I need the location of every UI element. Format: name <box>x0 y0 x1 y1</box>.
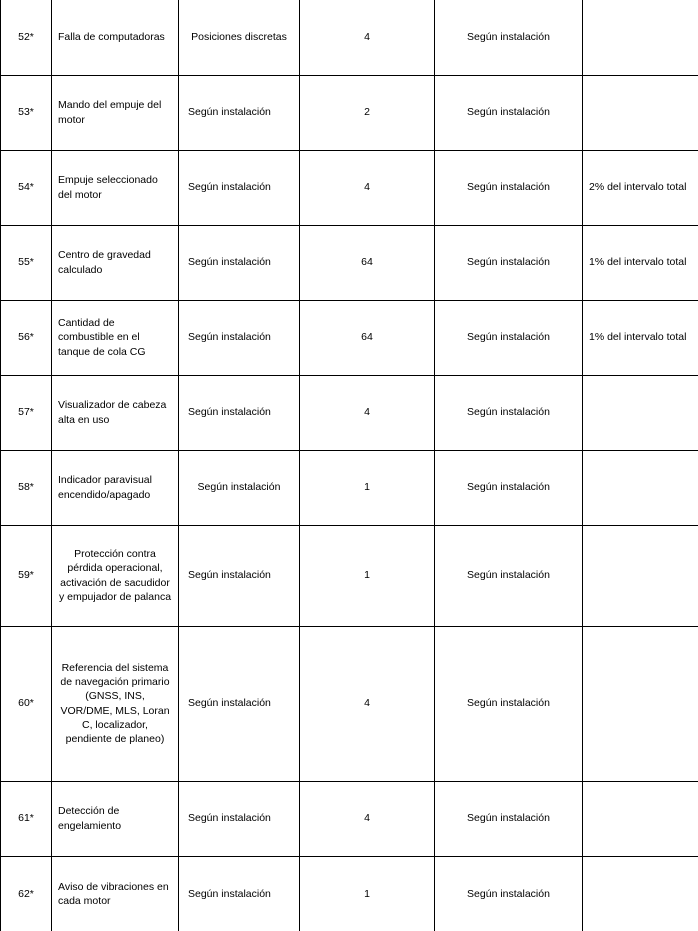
cell-parameter: Detección de engelamiento <box>52 781 179 856</box>
cell-recording-limits: Según instalación <box>435 225 583 300</box>
cell-range: Según instalación <box>179 856 300 931</box>
table-row <box>1 856 698 931</box>
cell-parameter: Cantidad de combustible en el tanque de cola CG <box>52 300 179 375</box>
cell-number: 55* <box>1 225 52 300</box>
cell-sampling-interval: 4 <box>300 150 435 225</box>
cell-parameter: Centro de gravedad calculado <box>52 225 179 300</box>
cell-range: Según instalación <box>179 300 300 375</box>
cell-parameter: Referencia del sistema de navegación primario (GNSS, INS, VOR/DME, MLS, Loran C, localizador, pendiente de planeo) <box>52 626 179 781</box>
cell-recording-limits: Según instalación <box>435 75 583 150</box>
cell-range: Según instalación <box>179 225 300 300</box>
cell-range: Según instalación <box>179 626 300 781</box>
table-row <box>1 781 698 856</box>
cell-number: 58* <box>1 450 52 525</box>
cell-range: Según instalación <box>179 375 300 450</box>
cell-number: 59* <box>1 525 52 626</box>
cell-recording-limits: Según instalación <box>435 856 583 931</box>
cell-sampling-interval: 1 <box>300 450 435 525</box>
table-row <box>1 300 698 375</box>
cell-recording-limits: Según instalación <box>435 626 583 781</box>
cell-recording-resolution <box>583 856 698 931</box>
cell-range: Según instalación <box>179 75 300 150</box>
table-row <box>1 0 698 75</box>
cell-recording-resolution <box>583 375 698 450</box>
cell-recording-resolution <box>583 75 698 150</box>
cell-parameter: Aviso de vibraciones en cada motor <box>52 856 179 931</box>
cell-range: Según instalación <box>179 781 300 856</box>
cell-recording-resolution <box>583 525 698 626</box>
cell-parameter: Mando del empuje del motor <box>52 75 179 150</box>
cell-recording-limits: Según instalación <box>435 375 583 450</box>
cell-range: Según instalación <box>179 150 300 225</box>
cell-recording-resolution <box>583 781 698 856</box>
cell-parameter: Visualizador de cabeza alta en uso <box>52 375 179 450</box>
cell-range: Posiciones discretas <box>179 0 300 75</box>
cell-sampling-interval: 64 <box>300 300 435 375</box>
cell-range: Según instalación <box>179 450 300 525</box>
cell-parameter: Protección contra pérdida operacional, activación de sacudidor y empujador de palanca <box>52 525 179 626</box>
cell-number: 52* <box>1 0 52 75</box>
cell-parameter: Indicador paravisual encendido/apagado <box>52 450 179 525</box>
cell-recording-resolution: 2% del intervalo total <box>583 150 698 225</box>
cell-number: 56* <box>1 300 52 375</box>
table-row <box>1 75 698 150</box>
cell-sampling-interval: 1 <box>300 856 435 931</box>
cell-recording-resolution: 1% del intervalo total <box>583 225 698 300</box>
cell-sampling-interval: 2 <box>300 75 435 150</box>
cell-range: Según instalación <box>179 525 300 626</box>
cell-recording-resolution: 1% del intervalo total <box>583 300 698 375</box>
table-row <box>1 626 698 781</box>
cell-recording-limits: Según instalación <box>435 0 583 75</box>
table-body <box>1 0 698 931</box>
cell-sampling-interval: 4 <box>300 375 435 450</box>
cell-number: 60* <box>1 626 52 781</box>
table-row <box>1 375 698 450</box>
cell-recording-limits: Según instalación <box>435 150 583 225</box>
cell-number: 57* <box>1 375 52 450</box>
table-row <box>1 450 698 525</box>
table-row <box>1 225 698 300</box>
cell-recording-resolution <box>583 0 698 75</box>
cell-sampling-interval: 4 <box>300 0 435 75</box>
cell-number: 61* <box>1 781 52 856</box>
cell-sampling-interval: 4 <box>300 626 435 781</box>
cell-recording-limits: Según instalación <box>435 300 583 375</box>
cell-recording-limits: Según instalación <box>435 781 583 856</box>
cell-recording-limits: Según instalación <box>435 450 583 525</box>
cell-sampling-interval: 4 <box>300 781 435 856</box>
cell-sampling-interval: 1 <box>300 525 435 626</box>
cell-recording-resolution <box>583 450 698 525</box>
cell-parameter: Empuje seleccionado del motor <box>52 150 179 225</box>
cell-parameter: Falla de computadoras <box>52 0 179 75</box>
cell-recording-limits: Según instalación <box>435 525 583 626</box>
cell-recording-resolution <box>583 626 698 781</box>
table-row <box>1 525 698 626</box>
table-row <box>1 150 698 225</box>
cell-number: 54* <box>1 150 52 225</box>
cell-number: 53* <box>1 75 52 150</box>
cell-sampling-interval: 64 <box>300 225 435 300</box>
cell-number: 62* <box>1 856 52 931</box>
